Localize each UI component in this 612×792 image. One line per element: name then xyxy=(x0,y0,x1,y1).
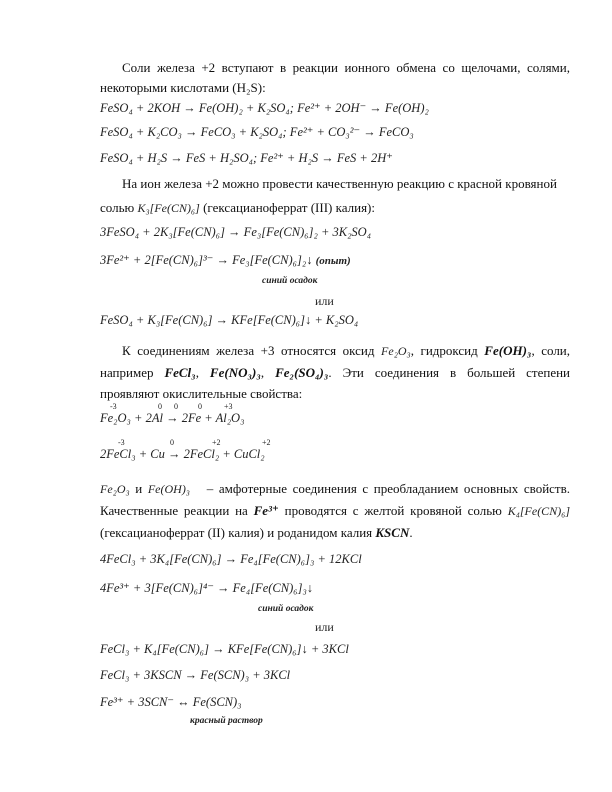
yellow-blood-salt-text: проводятся с желтой кровяной солью xyxy=(284,503,502,518)
equation-fecl3-k4fecn6: 4FeCl₃ + 3K₄[Fe(CN)₆] → Fe₄[Fe(CN)₆]₃ + 12KCl xyxy=(100,552,362,566)
equation-ionic-fe2-text: 3Fe²⁺ + 2[Fe(CN)₆]³⁻ → Fe₃[Fe(CN)₆]₂↓ xyxy=(100,253,313,267)
paragraph-fe3-compounds: К соединениям железа +3 относятся оксид Fe₂O₃, гидроксид Fe(OH)₃, соли, например FeCl₃, Fe(NO₃)₃, Fe₂(SO₄)₃. Эти соединения в большей степени проявляют окислительные свойства: xyxy=(100,343,571,401)
equation-feso4-k3fecn6: 3FeSO₄ + 2K₃[Fe(CN)₆] → Fe₃[Fe(CN)₆]₂ + 3K₂SO₄ xyxy=(100,225,372,239)
paragraph-fe2-qualitative-line1: На ион железа +2 можно провести качественную реакцию с красной кровяной xyxy=(122,176,557,191)
paragraph-fe2-qualitative-line2 xyxy=(100,198,570,218)
equation-feso4-k2co3: FeSO₄ + K₂CO₃ → FeCO₃ + K₂SO₄; Fe²⁺ + CO₃²⁻ → FeCO₃ xyxy=(100,125,414,139)
equation-ionic-scn: Fe³⁺ + 3SCN⁻ ↔ Fe(SCN)₃ xyxy=(100,695,242,709)
equation-fecl3-cu-block xyxy=(100,438,320,468)
salts-example-text: , соли, например xyxy=(100,343,571,380)
formula-fecl3: FeCl₃ xyxy=(164,365,196,380)
fe3-intro-text: К соединениям железа +3 относятся оксид xyxy=(122,343,375,358)
experiment-note: (опыт) xyxy=(315,255,351,267)
formula-feoh3: Fe(OH)₃ xyxy=(484,343,532,358)
equation-feso4-h2s: FeSO₄ + H₂S → FeS + H₂SO₄; Fe²⁺ + H₂S → FeS + 2H⁺ xyxy=(100,151,393,165)
oxidation-state-fe-minus3: -3 xyxy=(110,402,117,411)
ion-fe3: Fe³⁺ xyxy=(253,503,279,518)
equation-kfe-fecn6: FeSO₄ + K₃[Fe(CN)₆] → KFe[Fe(CN)₆]↓ + K₂SO₄ xyxy=(100,313,359,327)
red-blood-salt-word: солью xyxy=(100,200,135,215)
paragraph-fe2-ion-exchange xyxy=(100,58,570,98)
oxidizing-properties-text: . Эти соединения в большей степени проявляют окислительные свойства: xyxy=(100,365,571,401)
amphoteric-text: – амфотерные соединения с преобладанием основных xyxy=(206,481,519,496)
equation-feso4-koh: FeSO₄ + 2KOH → Fe(OH)₂ + K₂SO₄; Fe²⁺ + 2OH⁻ → Fe(OH)₂ xyxy=(100,101,429,115)
equation-thermite: Fe₂O₃ + 2Al → 2Fe + Al₂O₃ xyxy=(100,411,245,425)
hydroxide-word: , гидроксид xyxy=(410,343,478,358)
oxidation-state-cu-0: 0 xyxy=(170,438,174,447)
equation-kfe-fecn6-b: FeCl₃ + K₄[Fe(CN)₆] → KFe[Fe(CN)₆]↓ + 3KCl xyxy=(100,642,349,656)
formula-kscn: KSCN xyxy=(375,525,410,540)
formula-fe2o3: Fe₂O₃ xyxy=(381,344,411,358)
formula-feno33: Fe(NO₃)₃ xyxy=(209,365,261,380)
oxidation-state-al-0: 0 xyxy=(158,402,162,411)
oxidation-state-fe-plus2: +2 xyxy=(212,438,221,447)
caption-blue-precipitate-1: синий осадок xyxy=(262,276,318,286)
paragraph-fe2-ion-exchange-text: Соли железа +2 вступают в реакции ионного обмена со щелочами, солями, некоторыми кислотами (H₂S): xyxy=(100,60,570,95)
and-word: и xyxy=(135,481,143,496)
formula-feoh3-b: Fe(OH)₃ xyxy=(147,482,190,496)
formula-k3-fe-cn6: K₃[Fe(CN)₆] xyxy=(137,201,200,215)
formula-fe2so43: Fe₂(SO₄)₃ xyxy=(275,365,329,380)
or-label-2: или xyxy=(315,620,334,634)
oxidation-state-extra-0: 0 xyxy=(174,402,178,411)
equation-fecl3-kscn: FeCl₃ + 3KSCN → Fe(SCN)₃ + 3KCl xyxy=(100,668,291,682)
oxidation-state-cu-plus2: +2 xyxy=(262,438,271,447)
oxidation-state-fe-minus3-b: -3 xyxy=(118,438,125,447)
qualitative-fe3-text: свойств. Качественные реакции на xyxy=(100,481,571,518)
equation-fecl3-cu: 2FeCl₃ + Cu → 2FeCl₂ + CuCl₂ xyxy=(100,447,265,461)
oxidation-state-fe-0: 0 xyxy=(198,402,202,411)
caption-blue-precipitate-2: синий осадок xyxy=(258,604,314,614)
formula-fe2o3-b: Fe₂O₃ xyxy=(100,482,130,496)
equation-ionic-fe2-fecn6 xyxy=(100,252,351,268)
equation-ionic-fe3-fecn6: 4Fe³⁺ + 3[Fe(CN)₆]⁴⁻ → Fe₄[Fe(CN)₆]₃↓ xyxy=(100,581,314,595)
paragraph-amphoteric: Fe₂O₃ и Fe(OH)₃ – амфотерные соединения с преобладанием основных свойств. Качественные реакции на Fe³⁺ проводятся с желтой кровяной солью K₄[Fe(CN)₆] (гексацианоферрат (II) калия) и роданидом калия KSCN. xyxy=(100,481,571,540)
hexacyanoferrate-iii-label: (гексацианоферрат (III) калия): xyxy=(203,200,375,215)
caption-red-solution: красный раствор xyxy=(190,716,263,726)
or-label-1: или xyxy=(315,294,334,308)
paragraph-fe2-qualitative xyxy=(100,174,570,194)
oxidation-state-al-plus3: +3 xyxy=(224,402,233,411)
equation-thermite-block xyxy=(100,402,300,432)
formula-k4-fe-cn6: K₄[Fe(CN)₆] xyxy=(507,504,571,518)
hexacyanoferrate-ii-text: (гексацианоферрат (II) калия) и роданидом калия xyxy=(100,525,373,540)
